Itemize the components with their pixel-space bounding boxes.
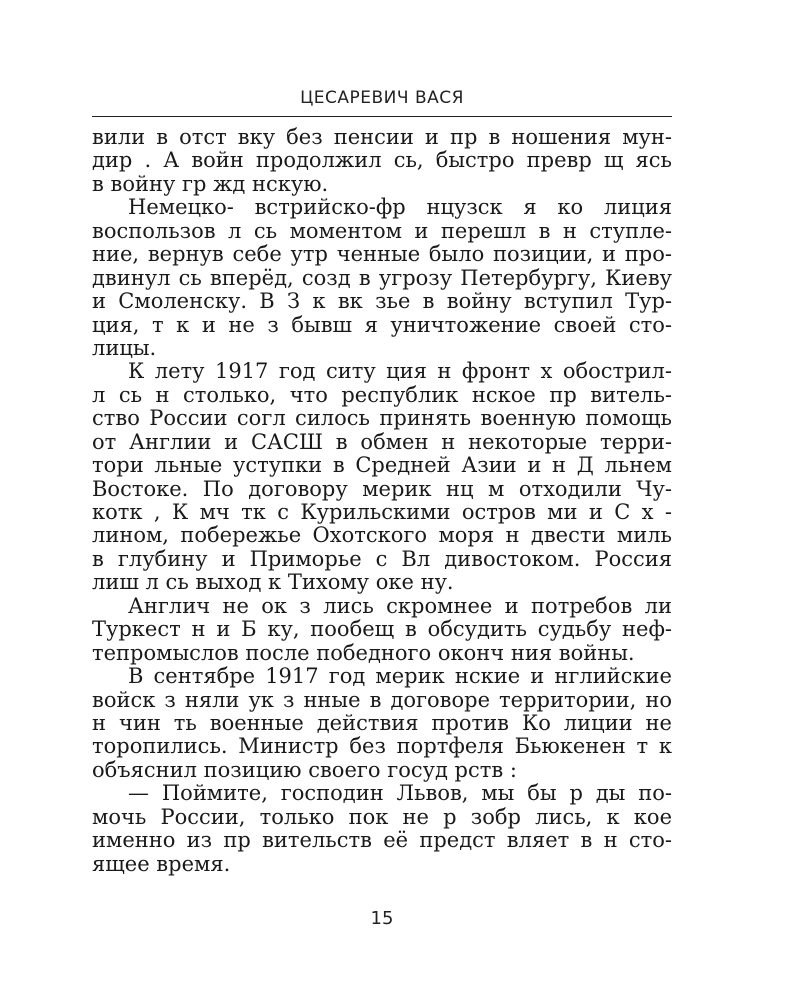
- text-line: Англич не ок з лись скромнее и потребов ли: [128, 594, 672, 618]
- text-line: мочь России, только пок не р зобр лись, к кое: [92, 805, 672, 829]
- text-line: ние, вернув себе утр ченные было позиции, и про-: [92, 243, 672, 267]
- text-line: в войну гр жд нскую.: [92, 172, 329, 196]
- text-line: Востоке. По договору мерик нц м отходили Чу-: [92, 477, 672, 501]
- text-line: ция, т к и не з бывш я уничтожение своей сто-: [92, 313, 672, 337]
- running-title: ЦЕСАРЕВИЧ ВАСЯ: [300, 88, 464, 108]
- text-line: воспользов л сь моментом и перешл в н ступле-: [92, 219, 672, 243]
- text-line: В сентябре 1917 год мерик нские и нглийские: [128, 665, 672, 689]
- text-line: котк , К мч тк с Курильскими остров ми и С х -: [92, 501, 672, 524]
- text-line: лином, побережье Охотского моря н двести миль: [92, 524, 672, 548]
- text-line: объяснил позицию своего госуд рств :: [92, 758, 517, 782]
- text-line: тепромыслов после победного оконч ния войны.: [92, 641, 635, 665]
- page-number: 15: [370, 908, 394, 929]
- text-line: л сь н столько, что республик нское пр витель-: [92, 383, 672, 407]
- text-line: торопились. Министр без портфеля Бьюкенен т к: [92, 735, 672, 759]
- body-text: [92, 126, 672, 876]
- text-line: дир . А войн продолжил сь, быстро превр щ ясь: [92, 149, 672, 173]
- text-line: и Смоленску. В З к вк зье в войну вступил Тур-: [92, 290, 672, 314]
- text-line: в глубину и Приморье с Вл дивостоком. Россия: [92, 547, 672, 571]
- text-line: от Англии и САСШ в обмен н некоторые терри-: [92, 430, 672, 454]
- text-line: тори льные уступки в Средней Азии и н Д льнем: [92, 454, 672, 478]
- text-line: войск з няли ук з нные в договоре территории, но: [92, 688, 672, 712]
- text-line: ство России согл силось принять военную помощь: [92, 407, 672, 431]
- text-line: Немецко- встрийско-фр нцузск я ко лиция: [128, 196, 672, 220]
- text-line: К лету 1917 год ситу ция н фронт х обострил-: [128, 360, 672, 384]
- text-line: н чин ть военные действия против Ко лиции не: [92, 711, 672, 735]
- text-line: — Поймите, господин Львов, мы бы р ды по-: [128, 782, 672, 806]
- text-line: двинул сь вперёд, созд в угрозу Петербургу, Киеву: [92, 266, 672, 290]
- text-line: ящее время.: [92, 852, 231, 876]
- text-line: именно из пр вительств её предст вляет в н сто-: [92, 829, 672, 853]
- text-line: Туркест н и Б ку, пообещ в обсудить судьбу неф-: [92, 618, 672, 642]
- text-line: лицы.: [92, 336, 157, 360]
- text-line: вили в отст вку без пенсии и пр в ношения мун-: [92, 126, 672, 149]
- header-rule: [92, 116, 672, 117]
- text-line: лиш л сь выход к Тихому оке ну.: [92, 571, 454, 595]
